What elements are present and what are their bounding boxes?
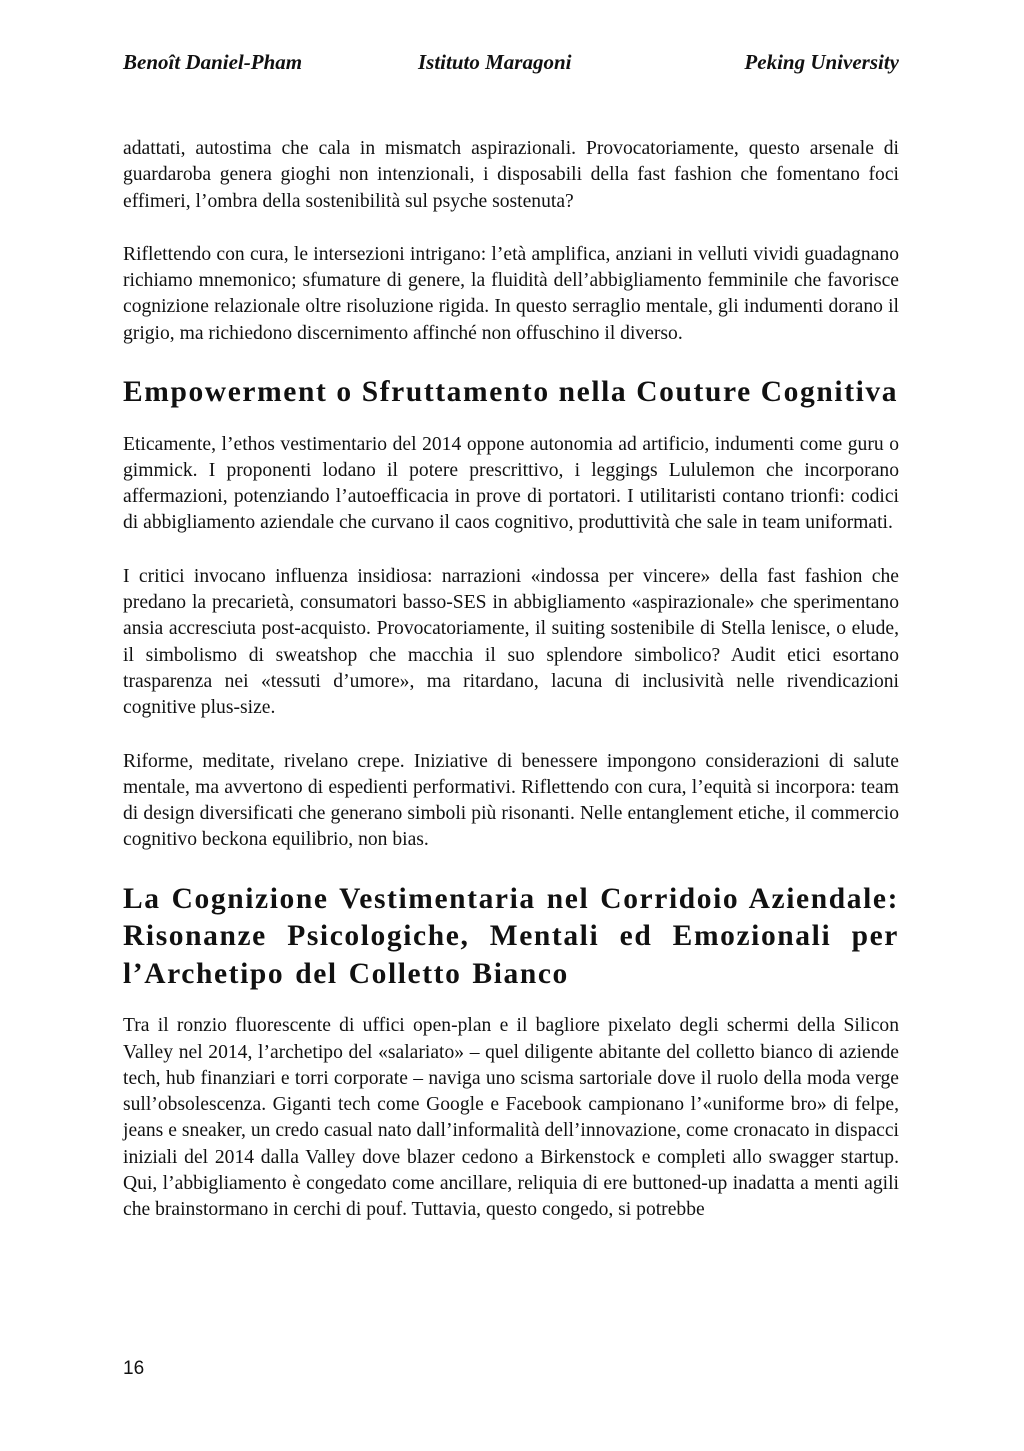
header-institution-2: Peking University <box>744 50 899 74</box>
running-header <box>123 50 899 80</box>
body-paragraph: I critici invocano influenza insidiosa: narrazioni «indossa per vincere» della fast fashion che predano la precarietà, consumatori basso-SES in abbigliamento «aspirazionale» che sperimentano ansia accresciuta post-acquisto. Provocatoriamente, il suiting sostenibile di Stella lenisce, o elude, il simbolismo di sweatshop che macchia il suo splendore simbolico? Audit etici esortano trasparenza nei «tessuti d’umore», ma ritardano, lacuna di inclusività nelle rivendicazioni cognitive plus-size. <box>123 565 899 719</box>
page-body <box>123 136 899 1251</box>
section-heading-empowerment: Empowerment o Sfruttamento nella Couture Cognitiva <box>123 376 899 409</box>
header-institution-1: Istituto Maragoni <box>418 50 572 74</box>
body-paragraph: Riflettendo con cura, le intersezioni intrigano: l’età amplifica, anziani in velluti vividi guadagnano richiamo mnemonico; sfumature di genere, la fluidità dell’abbigliamento femminile che favorisce cognizione relazionale oltre risoluzione rigida. In questo serraglio mentale, gli indumenti dorano il grigio, ma richiedono discernimento affinché non offuschino il diverso. <box>123 243 899 344</box>
page-number: 16 <box>123 1358 145 1379</box>
body-paragraph: Tra il ronzio fluorescente di uffici open-plan e il bagliore pixelato degli schermi della Silicon Valley nel 2014, l’archetipo del «salariato» – quel diligente abitante del colletto bianco di aziende tech, hub finanziari e torri corporate – naviga uno scisma sartoriale dove il ruolo della moda verge sull’obsolescenza. Giganti tech come Google e Facebook campionano l’«uniforme bro» di felpe, jeans e sneaker, un credo casual nato dall’informalità dell’innovazione, come cronacato in dispacci iniziali del 2014 dalla Valley dove blazer cedono a Birkenstock e completi allo swagger startup. Qui, l’abbigliamento è congedato come ancillare, reliquia di ere buttoned-up inadatta a menti agili che brainstormano in cerchi di pouf. Tuttavia, questo congedo, si potrebbe <box>123 1015 899 1221</box>
body-paragraph: Eticamente, l’ethos vestimentario del 2014 oppone autonomia ad artificio, indumenti come guru o gimmick. I proponenti lodano il potere prescrittivo, i leggings Lululemon che incorporano affermazioni, potenziando l’autoefficacia in prove di portatori. I utilitaristi contano trionfi: codici di abbigliamento aziendale che curvano il caos cognitivo, produttività che sale in team uniformati. <box>123 433 899 534</box>
header-author: Benoît Daniel-Pham <box>123 50 303 74</box>
section-heading-cognizione: La Cognizione Vestimentaria nel Corridoio Aziendale: Risonanze Psicologiche, Mentali ed Emozionali per l’Archetipo del Colletto Bianco <box>123 882 899 990</box>
body-paragraph: Riforme, meditate, rivelano crepe. Iniziative di benessere impongono considerazioni di salute mentale, ma avvertono di espedienti performativi. Riflettendo con cura, l’equità si incorpora: team di design diversificati che generano simboli più risonanti. Nelle entanglement etiche, il commercio cognitivo beckona equilibrio, non bias. <box>123 750 899 851</box>
body-paragraph: adattati, autostima che cala in mismatch aspirazionali. Provocatoriamente, questo arsenale di guardaroba genera gioghi non intenzionali, i disposabili della fast fashion che fomentano foci effimeri, l’ombra della sostenibilità sul psyche sostenuta? <box>123 138 899 212</box>
